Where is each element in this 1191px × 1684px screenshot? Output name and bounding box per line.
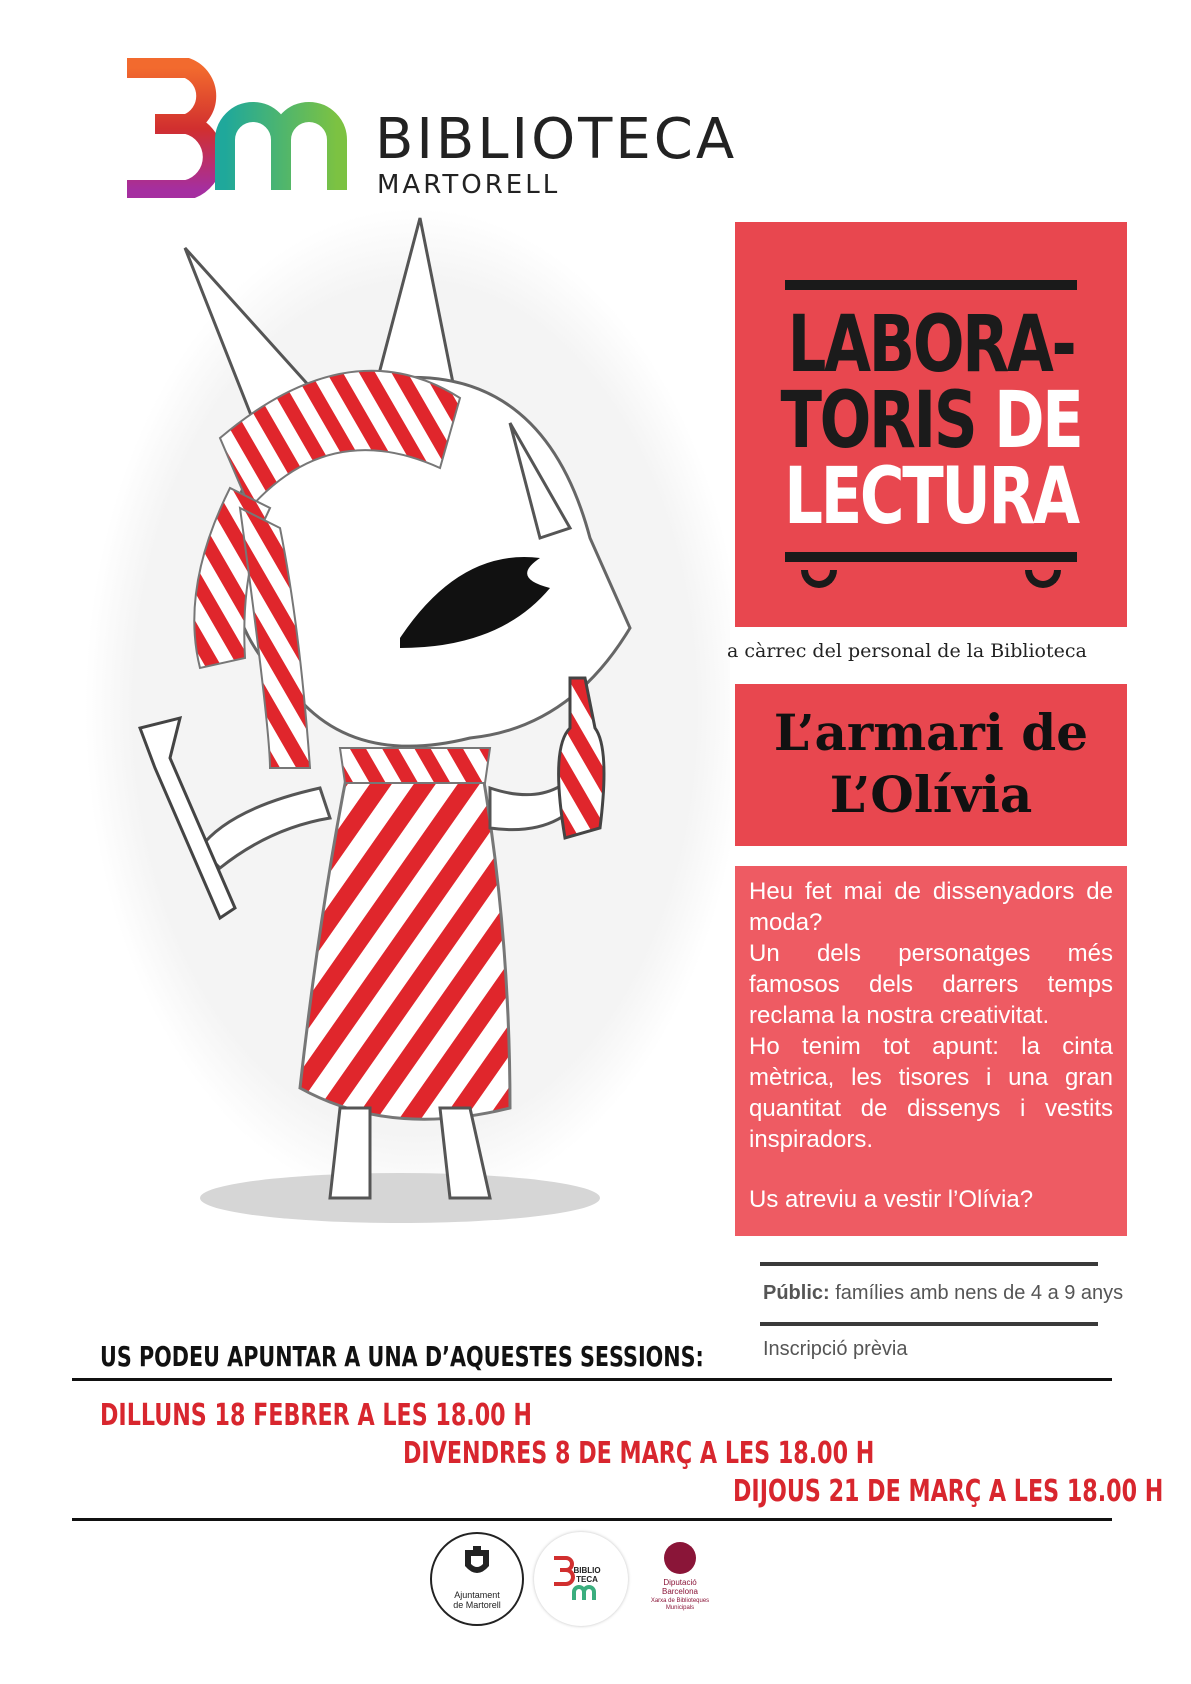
lab-line-2 (778, 376, 1084, 466)
info-divider-bottom (760, 1322, 1098, 1326)
sessions-divider-bottom (72, 1518, 1112, 1521)
activity-title-line-2: L’Olívia (829, 765, 1033, 824)
biblioteca-logo (125, 58, 738, 208)
lab-top-bar (785, 280, 1077, 290)
ajuntament-line-1: Ajuntament (454, 1590, 500, 1600)
coat-of-arms-icon (457, 1546, 497, 1582)
description-paragraph-3: Ho tenim tot apunt: la cinta mètrica, les tisores i una gran quantitat de dissenys i vestits inspiradors. (749, 1033, 1113, 1153)
logo-subtitle: MARTORELL (377, 170, 561, 200)
lab-line-1: LABORA- (787, 300, 1075, 390)
olivia-illustration (70, 208, 730, 1238)
cart-wheel-right-icon (1025, 570, 1061, 588)
biblioteca-small-logo (534, 1532, 628, 1626)
activity-title-box (735, 684, 1127, 846)
diputacio-line-2: Barcelona (661, 1587, 699, 1596)
diputacio-seal-icon (664, 1542, 696, 1574)
lab-line-2b: DE (994, 376, 1082, 466)
ajuntament-martorell-logo (430, 1532, 524, 1626)
description-paragraph-1: Heu fet mai de dissenyadors de moda? (749, 878, 1113, 936)
audience-info (763, 1282, 1123, 1305)
session-item-3: DIJOUS 21 DE MARÇ A LES 18.00 H (733, 1474, 1164, 1509)
description-paragraph-2: Un dels personatges més famosos dels darrers temps reclama la nostra creativitat. (749, 940, 1113, 1029)
diputacio-barcelona-logo (640, 1542, 720, 1622)
small-logo-word: BIBLIO TECA (573, 1566, 601, 1584)
ajuntament-line-2: de Martorell (453, 1600, 501, 1610)
activity-description (735, 866, 1127, 1236)
diputacio-subtitle: Xarxa de Biblioteques Municipals (650, 1598, 710, 1611)
logo-wordmark: BIBLIOTECA (375, 107, 738, 172)
info-divider-top (760, 1262, 1098, 1266)
sessions-divider-top (72, 1378, 1112, 1381)
lab-line-3: LECTURA (784, 452, 1078, 542)
lab-line-2a: TORIS (780, 376, 976, 466)
activity-title-line-1: L’armari de (773, 703, 1089, 762)
audience-value: famílies amb nens de 4 a 9 anys (829, 1282, 1124, 1304)
description-paragraph-4: Us atreviu a vestir l’Olívia? (749, 1186, 1034, 1213)
lab-bottom-bar (785, 552, 1077, 562)
session-item-2: DIVENDRES 8 DE MARÇ A LES 18.00 H (403, 1436, 875, 1471)
laboratoris-lectura-box (735, 222, 1127, 627)
cart-wheel-left-icon (801, 570, 837, 588)
registration-info: Inscripció prèvia (763, 1338, 908, 1360)
organizer-note: a càrrec del personal de la Biblioteca (727, 640, 1087, 662)
diputacio-line-1: Diputació (663, 1578, 697, 1587)
session-item-1: DILLUNS 18 FEBRER A LES 18.00 H (100, 1398, 532, 1433)
sessions-heading: US PODEU APUNTAR A UNA D’AQUESTES SESSIONS: (100, 1340, 704, 1373)
audience-label: Públic: (763, 1282, 830, 1304)
logo-3m-mark (125, 58, 365, 198)
